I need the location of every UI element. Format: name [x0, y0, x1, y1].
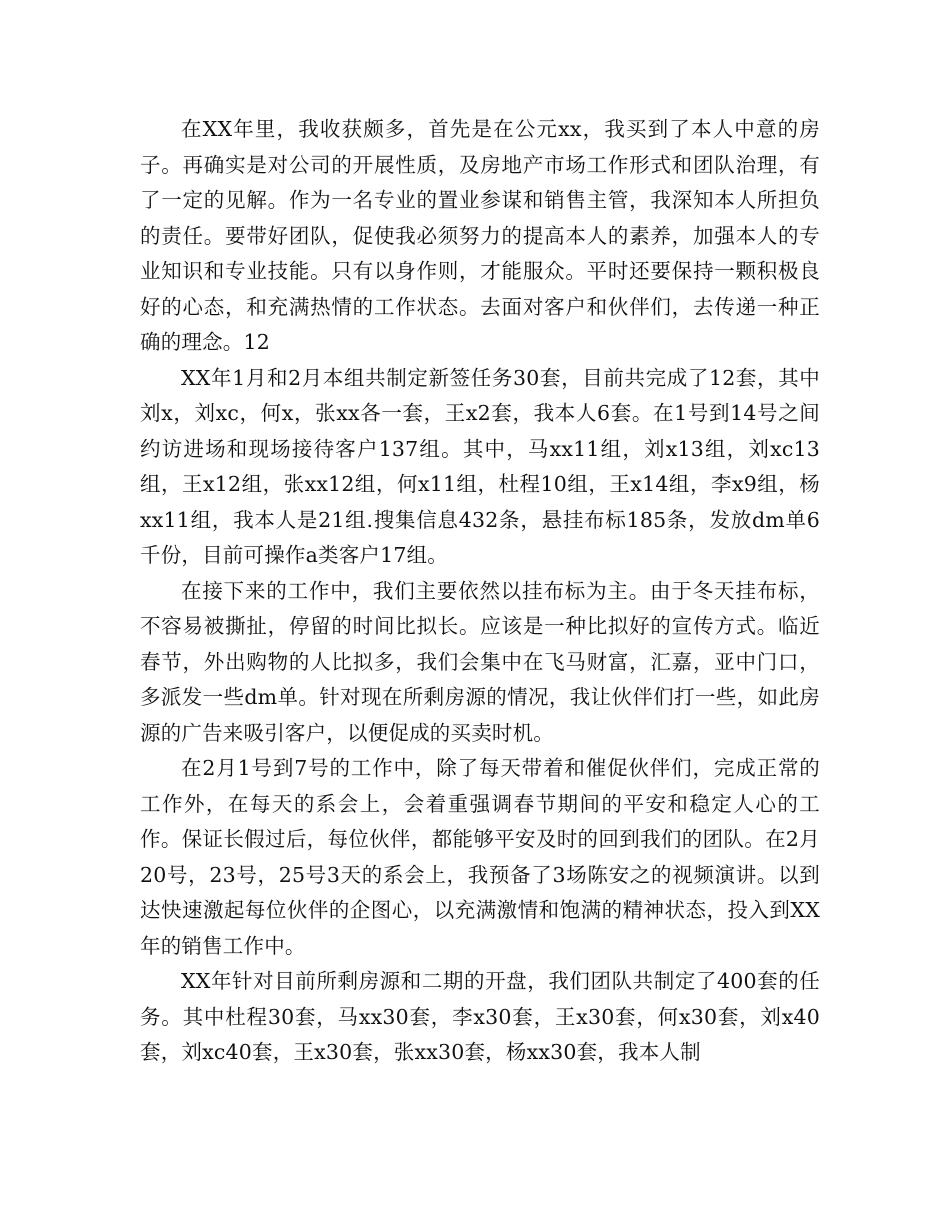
document-page — [140, 112, 820, 1071]
paragraph-2: XX年1月和2月本组共制定新签任务30套，目前共完成了12套，其中刘x，刘xc，何x，张xx各一套，王x2套，我本人6套。在1号到14号之间约访进场和现场接待客户137组。其中，马xx11组，刘x13组，刘xc13组，王x12组，张xx12组，何x11组，杜程10组，王x14组，李x9组，杨xx11组，我本人是21组.搜集信息432条，悬挂布标185条，发放dm单6千份，目前可操作a类客户17组。 — [140, 365, 820, 567]
paragraph-5: XX年针对目前所剩房源和二期的开盘，我们团队共制定了400套的任务。其中杜程30套，马xx30套，李x30套，王x30套，何x30套，刘x40套，刘xc40套，王x30套，张xx30套，杨xx30套，我本人制 — [140, 969, 820, 1064]
paragraph-4: 在2月1号到7号的工作中，除了每天带着和催促伙伴们，完成正常的工作外，在每天的系会上，会着重强调春节期间的平安和稳定人心的工作。保证长假过后，每位伙伴，都能够平安及时的回到我们的团队。在2月20号，23号，25号3天的系会上，我预备了3场陈安之的视频演讲。以到达快速激起每位伙伴的企图心，以充满激情和饱满的精神状态，投入到XX年的销售工作中。 — [140, 756, 820, 958]
paragraph-3: 在接下来的工作中，我们主要依然以挂布标为主。由于冬天挂布标，不容易被撕扯，停留的时间比拟长。应该是一种比拟好的宣传方式。临近春节，外出购物的人比拟多，我们会集中在飞马财富，汇嘉，亚中门口，多派发一些dm单。针对现在所剩房源的情况，我让伙伴们打一些，如此房源的广告来吸引客户，以便促成的买卖时机。 — [140, 578, 820, 745]
paragraph-1: 在XX年里，我收获颇多，首先是在公元xx，我买到了本人中意的房子。再确实是对公司的开展性质，及房地产市场工作形式和团队治理，有了一定的见解。作为一名专业的置业参谋和销售主管，我深知本人所担负的责任。要带好团队，促使我必须努力的提高本人的素养，加强本人的专业知识和专业技能。只有以身作则，才能服众。平时还要保持一颗积极良好的心态，和充满热情的工作状态。去面对客户和伙伴们，去传递一种正确的理念。12 — [140, 117, 820, 354]
